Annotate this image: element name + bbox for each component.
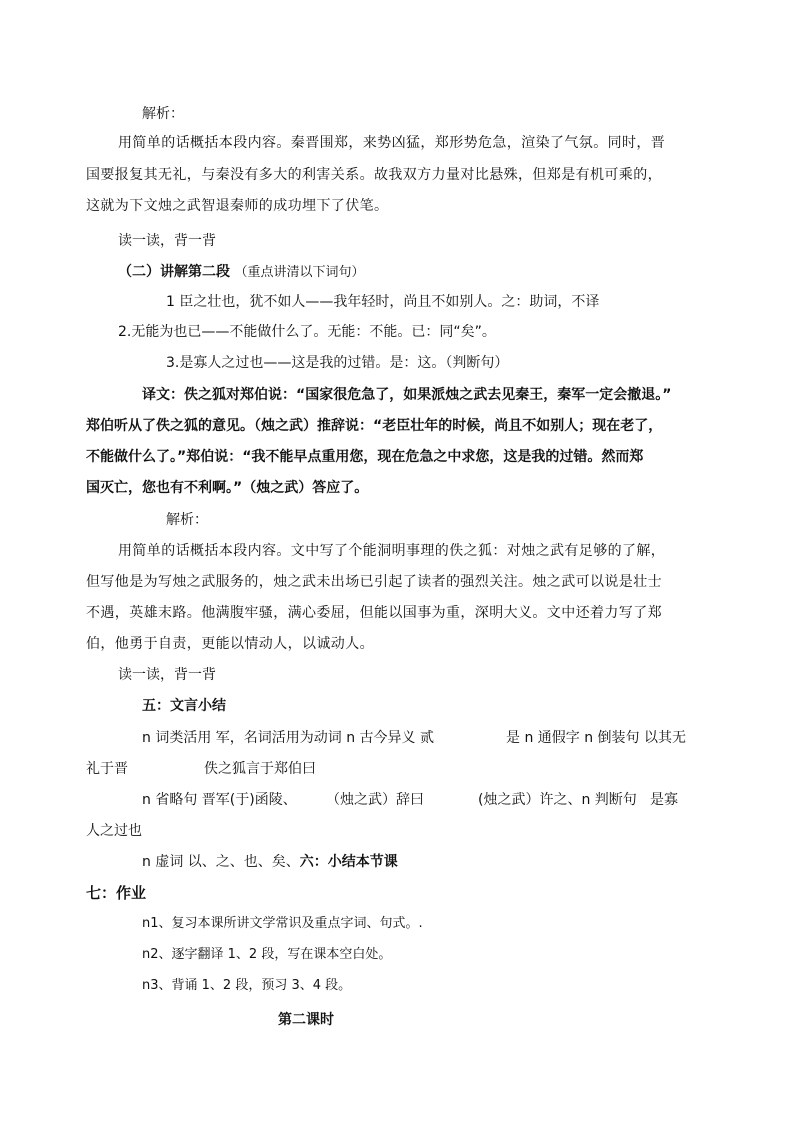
section-2-heading xyxy=(118,262,364,283)
phrase-item-3: 3.是寡人之过也——这是我的过错。是：这。（判断句） xyxy=(166,355,509,371)
translation-line-4: 国灭亡，您也有不利啊。”（烛之武）答应了。 xyxy=(86,480,369,496)
translation-line-2: 郑伯听从了佚之狐的意见。（烛之武）推辞说：“老臣壮年的时候，尚且不如别人；现在老了， xyxy=(86,418,663,434)
section-5-title: 五：文言小结 xyxy=(142,698,226,714)
analysis-1-line-3: 这就为下文烛之武智退秦师的成功埋下了伏笔。 xyxy=(86,198,389,214)
analysis-2-line-2: 但写他是为写烛之武服务的，烛之武未出场已引起了读者的强烈关注。烛之武可以说是壮士 xyxy=(86,574,662,590)
homework-item-3: n3、背诵 1、2 段，预习 3、4 段。 xyxy=(142,978,352,993)
phrase-item-1: 1 臣之壮也，犹不如人——我年轻时，尚且不如别人。之：助词，不译 xyxy=(166,294,600,310)
summary-row-3-part-3: (烛之武）许之、n 判断句 xyxy=(478,792,637,808)
summary-row-2-part-1: 礼于晋 xyxy=(86,761,128,777)
section-6-title-text: 六：小结本节课 xyxy=(299,854,398,870)
analysis-label-2: 解析： xyxy=(166,512,208,528)
summary-row-1-part-2: 是 n 通假字 n 倒装句 以其无 xyxy=(506,730,686,746)
summary-row-3-part-2: （烛之武）辞曰 xyxy=(326,792,424,808)
analysis-2-line-1: 用简单的话概括本段内容。文中写了个能洞明事理的佚之狐：对烛之武有足够的了解， xyxy=(118,543,666,559)
summary-row-4: 人之过也 xyxy=(86,823,142,839)
section-2-title: （二）讲解第二段 xyxy=(118,264,230,280)
analysis-2-line-3: 不遇，英雄末路。他满腹牢骚，满心委屈，但能以国事为重，深明大义。文中还着力写了郑 xyxy=(86,605,662,621)
read-recite-1: 读一读，背一背 xyxy=(118,233,216,249)
homework-item-2: n2、逐字翻译 1、2 段，写在课本空白处。 xyxy=(142,947,392,962)
function-words: n 虚词 以、之、也、矣、 xyxy=(142,854,300,870)
analysis-label-1: 解析： xyxy=(142,106,184,122)
section-7-title: 七：作业 xyxy=(86,884,147,902)
phrase-item-2: 2.无能为也已——不能做什么了。无能：不能。已：同“矣”。 xyxy=(118,324,496,340)
summary-row-5 xyxy=(142,852,398,872)
translation-line-1: 译文：佚之狐对郑伯说：“国家很危急了，如果派烛之武去见秦王，秦军一定会撤退。” xyxy=(142,387,672,403)
translation-line-3: 不能做什么了。”郑伯说：“我不能早点重用您，现在危急之中求您，这是我的过错。然而郑 xyxy=(86,449,644,465)
analysis-2-line-4: 伯，他勇于自责，更能以情动人，以诚动人。 xyxy=(86,636,374,652)
summary-row-3-part-4: 是寡 xyxy=(650,792,678,808)
summary-row-3-part-1: n 省略句 晋军(于)函陵、 xyxy=(142,792,297,808)
analysis-1-line-2: 国要报复其无礼，与秦没有多大的利害关系。故我双方力量对比悬殊，但郑是有机可乘的， xyxy=(86,167,662,183)
summary-row-2-part-2: 佚之狐言于郑伯曰 xyxy=(204,761,316,777)
analysis-1-line-1: 用简单的话概括本段内容。秦晋围郑，来势凶猛，郑形势危急，渲染了气氛。同时，晋 xyxy=(118,135,666,151)
summary-row-1-part-1: n 词类活用 军，名词活用为动词 n 古今异义 贰 xyxy=(142,730,434,746)
read-recite-2: 读一读，背一背 xyxy=(118,667,216,683)
lesson-2-heading: 第二课时 xyxy=(278,1012,334,1028)
homework-item-1: n1、复习本课所讲文学常识及重点字词、句式。. xyxy=(142,916,423,931)
section-2-note: （重点讲清以下词句） xyxy=(234,265,365,280)
